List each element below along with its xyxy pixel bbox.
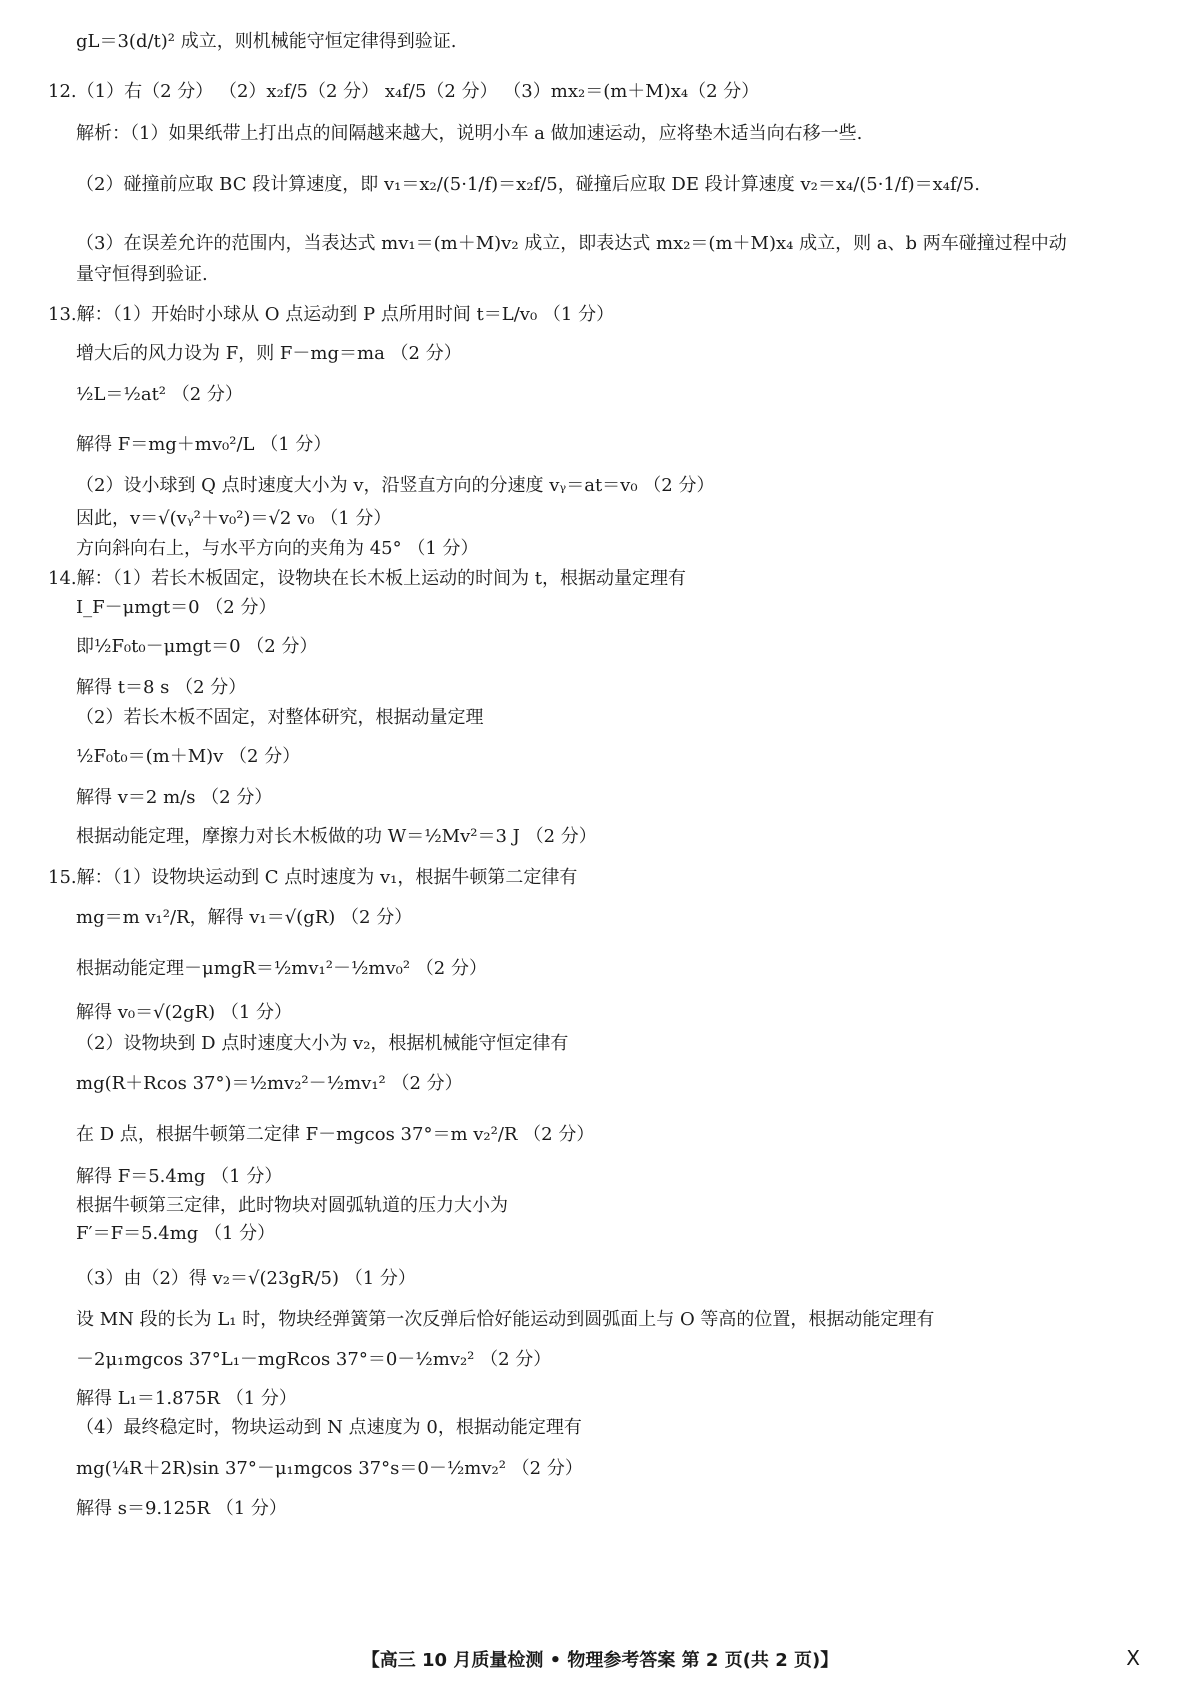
text-line: ½L＝½at² （2 分） — [76, 384, 243, 405]
text-line: 根据动能定理，摩擦力对长木板做的功 W＝½Mv²＝3 J （2 分） — [76, 826, 597, 847]
text-line: 增大后的风力设为 F，则 F－mg＝ma （2 分） — [76, 343, 462, 364]
text-line: 解得 F＝mg＋mv₀²/L （1 分） — [76, 434, 332, 455]
corner-mark: X — [1126, 1646, 1140, 1670]
text-line: 量守恒得到验证. — [76, 264, 208, 285]
text-line: 根据牛顿第三定律，此时物块对圆弧轨道的压力大小为 — [76, 1195, 508, 1216]
text-line: F′＝F＝5.4mg （1 分） — [76, 1223, 276, 1244]
text-line: 13.解：（1）开始时小球从 O 点运动到 P 点所用时间 t＝L/v₀ （1 分） — [48, 304, 615, 325]
text-line: 根据动能定理－μmgR＝½mv₁²－½mv₀² （2 分） — [76, 958, 487, 979]
text-line: （3）在误差允许的范围内，当表达式 mv₁＝(m＋M)v₂ 成立，即表达式 mx₂＝(m＋M)x₄ 成立，则 a、b 两车碰撞过程中动 — [76, 233, 1067, 254]
text-line: I_F－μmgt＝0 （2 分） — [76, 597, 277, 618]
text-line: 解得 F＝5.4mg （1 分） — [76, 1166, 283, 1187]
page-footer: 【高三 10 月质量检测 • 物理参考答案 第 2 页(共 2 页)】 — [361, 1650, 839, 1671]
text-line: （2）若长木板不固定，对整体研究，根据动量定理 — [76, 707, 484, 728]
text-line: （2）碰撞前应取 BC 段计算速度，即 v₁＝x₂/(5·1/f)＝x₂f/5，碰撞后应取 DE 段计算速度 v₂＝x₄/(5·1/f)＝x₄f/5. — [76, 174, 980, 195]
text-line: 解析：（1）如果纸带上打出点的间隔越来越大，说明小车 a 做加速运动，应将垫木适当向右移一些. — [76, 123, 863, 144]
text-line: （2）设物块到 D 点时速度大小为 v₂，根据机械能守恒定律有 — [76, 1033, 569, 1054]
text-line: 14.解：（1）若长木板固定，设物块在长木板上运动的时间为 t，根据动量定理有 — [48, 568, 687, 589]
text-line: 12.（1）右（2 分） （2）x₂f/5（2 分） x₄f/5（2 分） （3）mx₂＝(m＋M)x₄（2 分） — [48, 81, 760, 102]
text-line: mg＝m v₁²/R，解得 v₁＝√(gR) （2 分） — [76, 907, 413, 928]
text-line: 方向斜向右上，与水平方向的夹角为 45° （1 分） — [76, 538, 479, 559]
text-line: mg(R＋Rcos 37°)＝½mv₂²－½mv₁² （2 分） — [76, 1073, 463, 1094]
text-line: 因此，v＝√(vᵧ²＋v₀²)＝√2 v₀ （1 分） — [76, 508, 392, 529]
text-line: 解得 t＝8 s （2 分） — [76, 677, 247, 698]
text-line: （4）最终稳定时，物块运动到 N 点速度为 0，根据动能定理有 — [76, 1417, 582, 1438]
text-line: ½F₀t₀＝(m＋M)v （2 分） — [76, 746, 301, 767]
text-line: 设 MN 段的长为 L₁ 时，物块经弹簧第一次反弹后恰好能运动到圆弧面上与 O 等高的位置，根据动能定理有 — [76, 1309, 935, 1330]
text-line: mg(¼R＋2R)sin 37°－μ₁mgcos 37°s＝0－½mv₂² （2 分） — [76, 1458, 583, 1479]
text-line: （2）设小球到 Q 点时速度大小为 v，沿竖直方向的分速度 vᵧ＝at＝v₀ （2 分） — [76, 475, 715, 496]
text-line: 解得 s＝9.125R （1 分） — [76, 1498, 287, 1519]
text-line: 解得 v₀＝√(2gR) （1 分） — [76, 1002, 293, 1023]
text-line: 即½F₀t₀－μmgt＝0 （2 分） — [76, 636, 318, 657]
text-line: 15.解：（1）设物块运动到 C 点时速度为 v₁，根据牛顿第二定律有 — [48, 867, 578, 888]
text-line: 解得 v＝2 m/s （2 分） — [76, 787, 273, 808]
text-line: 在 D 点，根据牛顿第二定律 F－mgcos 37°＝m v₂²/R （2 分） — [76, 1124, 595, 1145]
text-line: （3）由（2）得 v₂＝√(23gR/5) （1 分） — [76, 1268, 416, 1289]
text-line: 解得 L₁＝1.875R （1 分） — [76, 1388, 297, 1409]
text-line: －2μ₁mgcos 37°L₁－mgRcos 37°＝0－½mv₂² （2 分） — [76, 1349, 552, 1370]
text-line: gL＝3(d/t)² 成立，则机械能守恒定律得到验证. — [76, 31, 457, 52]
